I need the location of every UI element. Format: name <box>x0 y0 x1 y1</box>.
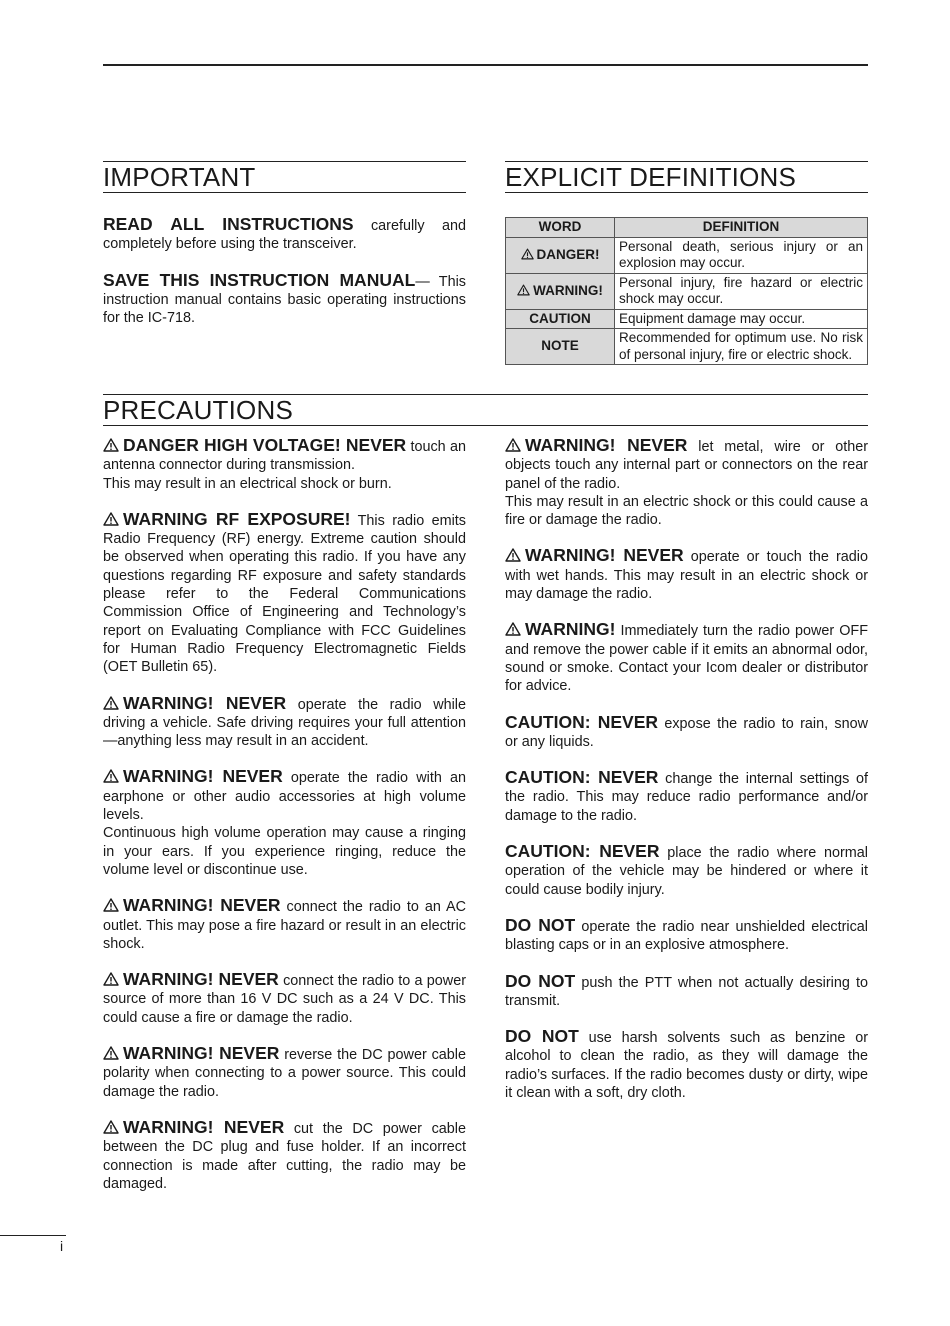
precaution-item <box>103 896 466 953</box>
important-title: IMPORTANT <box>103 161 466 193</box>
precaution-item <box>505 972 868 1011</box>
table-header-row <box>506 218 868 238</box>
lead-text: READ ALL INSTRUCTIONS <box>103 214 354 234</box>
precaution-lead: WARNING! NEVER <box>123 692 287 713</box>
precautions-left-column <box>103 436 466 1210</box>
precaution-lead: WARNING! NEVER <box>123 766 283 787</box>
footer-rule <box>0 1235 66 1236</box>
precaution-text: connect the radio to a power source of more than 16 V DC such as a 24 V DC. This could cause a fire or damage the radio. <box>103 973 466 1026</box>
precaution-text: change the internal settings of the radio. This may reduce radio performance and/or damage to the radio. <box>505 771 868 824</box>
precaution-text: push the PTT when not actually desiring to transmit. <box>505 974 868 1009</box>
warning-triangle-icon <box>505 438 521 452</box>
definition-row <box>506 273 868 309</box>
warning-triangle-icon <box>103 438 119 452</box>
definitions-title: EXPLICIT DEFINITIONS <box>505 161 868 193</box>
precaution-text: connect the radio to an AC outlet. This may pose a fire hazard or result in an electric shock. <box>103 899 467 952</box>
precautions-right-column <box>505 436 868 1119</box>
lead-text: SAVE THIS INSTRUCTION MANUAL <box>103 269 416 290</box>
warning-triangle-icon <box>103 512 119 526</box>
definition-word <box>506 273 615 309</box>
precaution-text: let metal, wire or other objects touch any internal part or connectors on the rear panel of the radio. This may result in an electric shock or this could cause a fire or damage the radio. <box>505 439 869 529</box>
header-definition: DEFINITION <box>615 218 868 238</box>
precaution-item <box>103 970 466 1027</box>
header-word: WORD <box>506 218 615 238</box>
body-text: — This instruction manual contains basic operating instructions for the IC-718. <box>103 273 466 327</box>
precaution-text: operate or touch the radio with wet hands. This may result in an electric shock or may damage the radio. <box>505 549 868 603</box>
warning-triangle-icon <box>103 972 119 986</box>
precaution-item <box>505 842 868 899</box>
definition-word <box>506 309 615 329</box>
definition-word-label: WARNING! <box>533 282 603 298</box>
definition-text: Personal death, serious injury or an explosion may occur. <box>615 237 868 273</box>
precaution-text: use harsh solvents such as benzine or alcohol to clean the radio, as they will damage the radio’s surfaces. If the radio becomes dusty or dirty, wipe it clean with a soft, dry cloth. <box>505 1030 868 1102</box>
precaution-lead: WARNING! NEVER <box>123 1116 285 1137</box>
precaution-lead: DANGER HIGH VOLTAGE! NEVER <box>123 435 407 455</box>
definition-word-label: DANGER! <box>536 246 600 262</box>
precaution-lead: DO NOT <box>505 970 576 991</box>
warning-triangle-icon <box>103 1120 119 1134</box>
definition-row <box>506 309 868 329</box>
precaution-lead: DO NOT <box>505 1026 579 1047</box>
important-para-2 <box>103 271 466 328</box>
body-text: carefully and completely before using the transceiver. <box>103 218 466 253</box>
definition-text: Recommended for optimum use. No risk of personal injury, fire or electric shock. <box>615 329 868 365</box>
definition-text: Equipment damage may occur. <box>615 309 868 329</box>
precaution-item <box>505 916 868 955</box>
precaution-text: operate the radio with an earphone or other audio accessories at high volume levels. Continuous high volume operation may cause a ringing in your ears. If you experience ringing, reduce the volume level or discontinue use. <box>103 770 466 878</box>
definition-row <box>506 329 868 365</box>
precautions-title: PRECAUTIONS <box>103 394 868 426</box>
top-rule <box>103 64 868 66</box>
definition-word <box>506 237 615 273</box>
precaution-lead: CAUTION: NEVER <box>505 767 659 788</box>
precaution-item <box>103 1118 466 1193</box>
important-para-1 <box>103 215 466 254</box>
precaution-text: Immediately turn the radio power OFF and remove the power cable if it emits an abnormal odor, sound or smoke. Contact your Icom dealer or distributor for advice. <box>505 623 868 695</box>
definitions-section <box>505 161 868 365</box>
definition-word <box>506 329 615 365</box>
page-number: i <box>60 1238 64 1254</box>
warning-triangle-icon <box>103 769 119 783</box>
precaution-text: cut the DC power cable between the DC plug and fuse holder. If an incorrect connection is made after cutting, the radio may be damaged. <box>103 1120 467 1192</box>
definitions-table <box>505 217 868 365</box>
precaution-lead: WARNING RF EXPOSURE! <box>123 508 351 529</box>
precaution-item <box>103 767 466 879</box>
precaution-lead: CAUTION: NEVER <box>505 711 659 732</box>
definition-word-label: CAUTION <box>529 310 591 326</box>
warning-triangle-icon <box>103 898 119 912</box>
precaution-text: operate the radio while driving a vehicle. Safe driving requires your full attention—anything less may result in an accident. <box>103 696 467 750</box>
warning-triangle-icon <box>521 248 534 260</box>
precaution-lead: CAUTION: NEVER <box>505 841 660 862</box>
precaution-item <box>103 1044 466 1101</box>
definition-row <box>506 237 868 273</box>
precaution-lead: WARNING! NEVER <box>525 545 684 566</box>
precaution-item <box>505 768 868 825</box>
precaution-item <box>505 546 868 603</box>
precaution-lead: WARNING! <box>525 619 616 640</box>
warning-triangle-icon <box>517 284 530 296</box>
precaution-text: touch an antenna connector during transmission. This may result in an electrical shock or burn. <box>103 439 466 492</box>
precaution-item <box>505 713 868 752</box>
precaution-lead: WARNING! NEVER <box>525 435 688 455</box>
warning-triangle-icon <box>103 1046 119 1060</box>
precaution-text: This radio emits Radio Frequency (RF) energy. Extreme caution should be observed when operating this radio. If you have any questions regarding RF exposure and safety standards please refer to the Federal Communications Commission Office of Engineering and Technology’s report on Evaluating Compliance with FCC Guidelines for Human Radio Frequency Electromagnetic Fields (OET Bulletin 65). <box>103 512 466 676</box>
precaution-lead: DO NOT <box>505 914 576 935</box>
precaution-text: reverse the DC power cable polarity when connecting to a power source. This could damage the radio. <box>103 1047 466 1100</box>
definition-text: Personal injury, fire hazard or electric shock may occur. <box>615 273 868 309</box>
precaution-lead: WARNING! NEVER <box>123 969 279 990</box>
warning-triangle-icon <box>103 696 119 710</box>
warning-triangle-icon <box>505 548 521 562</box>
precaution-text: operate the radio near unshielded electrical blasting caps or in an explosive atmosphere. <box>505 918 868 954</box>
precaution-lead: WARNING! NEVER <box>123 895 281 916</box>
precaution-item <box>505 1027 868 1102</box>
precaution-item <box>505 620 868 695</box>
precautions-section <box>103 394 868 426</box>
precaution-text: place the radio where normal operation of the vehicle may be hindered or where it could cause bodily injury. <box>505 845 868 898</box>
precaution-item <box>103 694 466 751</box>
precaution-lead: WARNING! NEVER <box>123 1043 280 1064</box>
important-section <box>103 161 466 344</box>
warning-triangle-icon <box>505 622 521 636</box>
precaution-item <box>103 510 466 677</box>
precaution-text: expose the radio to rain, snow or any liquids. <box>505 715 868 750</box>
definition-word-label: NOTE <box>541 338 579 354</box>
precaution-item <box>103 436 466 493</box>
precaution-item <box>505 436 868 529</box>
